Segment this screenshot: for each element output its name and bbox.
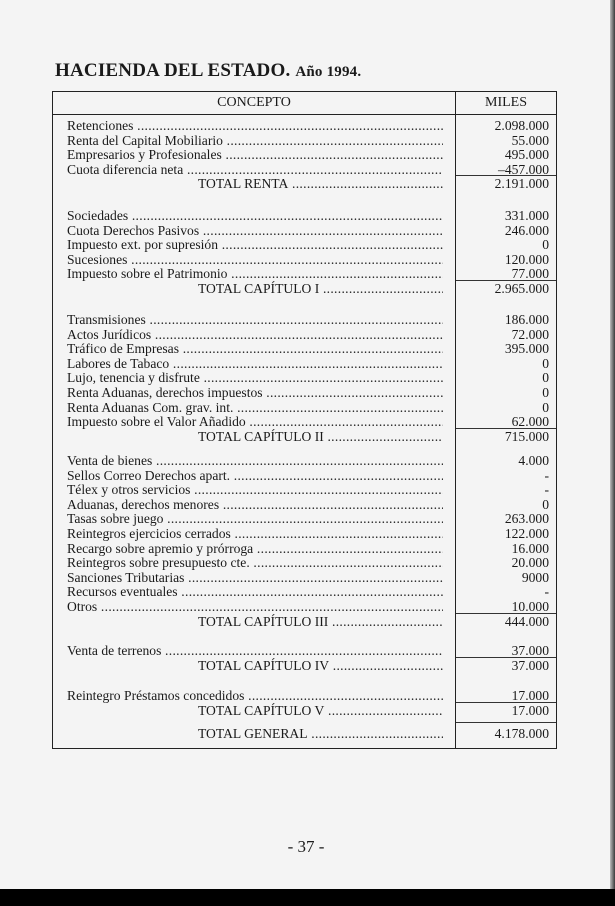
table-row xyxy=(53,147,558,162)
miles-cell: - xyxy=(544,584,549,600)
miles-cell: 0 xyxy=(542,237,549,253)
miles-cell: 17.000 xyxy=(511,702,549,718)
concepto-cell: Impuesto ext. por supresión ..... xyxy=(67,237,443,252)
grand-total-row xyxy=(53,726,558,741)
concepto-cell: TOTAL RENTA ..... xyxy=(198,176,443,191)
concepto-cell: Renta del Capital Mobiliario ..... xyxy=(67,133,443,148)
table-row xyxy=(53,208,558,223)
concepto-cell: Venta de bienes ..... xyxy=(67,453,443,468)
miles-cell: 263.000 xyxy=(504,511,549,527)
table-row xyxy=(53,385,558,400)
miles-cell: 186.000 xyxy=(504,312,549,327)
table-row xyxy=(53,370,558,385)
concepto-cell: Renta Aduanas, derechos impuestos ..... xyxy=(67,385,443,400)
concepto-cell: Renta Aduanas Com. grav. int. ..... xyxy=(67,400,443,415)
miles-cell: –457.000 xyxy=(498,161,549,177)
miles-cell: 10.000 xyxy=(511,599,549,614)
concepto-cell: Tasas sobre juego ..... xyxy=(67,511,443,526)
miles-cell: 120.000 xyxy=(504,251,549,267)
concepto-cell: TOTAL CAPÍTULO IV ..... xyxy=(198,658,443,673)
table-row xyxy=(53,341,558,356)
table-row xyxy=(53,400,558,415)
miles-cell: 2.965.000 xyxy=(494,281,549,296)
table-row xyxy=(53,327,558,342)
title-year: Año 1994. xyxy=(295,64,362,80)
concepto-cell: Cuota diferencia neta ..... xyxy=(67,162,443,177)
miles-cell: 715.000 xyxy=(504,428,549,444)
page-number: - 37 - xyxy=(287,837,325,856)
miles-cell: 0 xyxy=(542,399,549,415)
header-separator xyxy=(53,114,556,115)
table-row xyxy=(53,497,558,512)
title-text: HACIENDA DEL ESTADO. xyxy=(55,60,291,81)
table-row xyxy=(53,570,558,585)
table-row xyxy=(53,223,558,238)
concepto-cell: Transmisiones ..... xyxy=(67,312,443,327)
miles-cell: 246.000 xyxy=(504,222,549,238)
miles-cell: - xyxy=(544,467,549,483)
concepto-cell: Impuesto sobre el Valor Añadido ..... xyxy=(67,414,443,429)
concepto-cell: TOTAL GENERAL ..... xyxy=(198,726,443,741)
concepto-cell: TOTAL CAPÍTULO V ..... xyxy=(198,703,443,718)
concepto-cell: Recargo sobre apremio y prórroga ..... xyxy=(67,541,443,556)
miles-cell: 37.000 xyxy=(511,657,549,673)
header-concepto: CONCEPTO xyxy=(217,95,291,110)
page-edge-shadow xyxy=(610,0,615,889)
table-row xyxy=(53,356,558,371)
concepto-cell: Sellos Correo Derechos apart. ..... xyxy=(67,468,443,483)
miles-cell: 55.000 xyxy=(511,132,549,148)
concepto-cell: Aduanas, derechos menores ..... xyxy=(67,497,443,512)
miles-cell: 20.000 xyxy=(511,555,549,571)
table-row xyxy=(53,312,558,327)
table-row xyxy=(53,526,558,541)
miles-cell: 16.000 xyxy=(511,540,549,556)
concepto-cell: Labores de Tabaco ..... xyxy=(67,356,443,371)
concepto-cell: Sanciones Tributarias ..... xyxy=(67,570,443,585)
concepto-cell: Otros ..... xyxy=(67,599,443,614)
table-row xyxy=(53,555,558,570)
miles-cell: 72.000 xyxy=(511,326,549,342)
section-total-row xyxy=(53,176,558,191)
miles-cell: 395.000 xyxy=(504,341,549,357)
miles-cell: 0 xyxy=(542,496,549,512)
concepto-cell: Télex y otros servicios ..... xyxy=(67,482,443,497)
concepto-cell: Cuota Derechos Pasivos ..... xyxy=(67,223,443,238)
table-row xyxy=(53,541,558,556)
section-total-row xyxy=(53,658,558,673)
concepto-cell: Retenciones ..... xyxy=(67,118,443,133)
miles-cell: 4.178.000 xyxy=(494,726,549,741)
miles-cell: 2.098.000 xyxy=(494,118,549,133)
table-row xyxy=(53,511,558,526)
table-row xyxy=(53,133,558,148)
concepto-cell: TOTAL CAPÍTULO II ..... xyxy=(198,429,443,444)
concepto-cell: Recursos eventuales ..... xyxy=(67,584,443,599)
miles-cell: 62.000 xyxy=(511,414,549,430)
miles-cell: - xyxy=(544,482,549,498)
concepto-cell: Reintegros sobre presupuesto cte. ..... xyxy=(67,555,443,570)
page-title xyxy=(55,60,361,82)
table-row xyxy=(53,118,558,133)
miles-cell: 0 xyxy=(542,355,549,371)
table-row xyxy=(53,252,558,267)
section-total-row xyxy=(53,429,558,444)
section-total-row xyxy=(53,614,558,629)
miles-cell: 122.000 xyxy=(504,526,549,541)
concepto-cell: Reintegros ejercicios cerrados ..... xyxy=(67,526,443,541)
concepto-cell: Tráfico de Empresas ..... xyxy=(67,341,443,356)
miles-cell: 2.191.000 xyxy=(494,176,549,192)
concepto-cell: TOTAL CAPÍTULO I ..... xyxy=(198,281,443,296)
miles-cell: 77.000 xyxy=(511,266,549,282)
miles-cell: 444.000 xyxy=(504,613,549,629)
miles-cell: 0 xyxy=(542,370,549,386)
concepto-cell: Venta de terrenos ..... xyxy=(67,643,443,658)
miles-cell: 495.000 xyxy=(504,147,549,163)
header-miles: MILES xyxy=(485,95,527,110)
miles-cell: 0 xyxy=(542,385,549,400)
subtotal-rule xyxy=(456,722,556,723)
section-total-row xyxy=(53,703,558,718)
miles-cell: 331.000 xyxy=(504,208,549,223)
table-row xyxy=(53,237,558,252)
table-row xyxy=(53,584,558,599)
miles-cell: 9000 xyxy=(521,569,549,585)
miles-cell: 4.000 xyxy=(518,453,549,468)
concepto-cell: Empresarios y Profesionales ..... xyxy=(67,147,443,162)
table-row xyxy=(53,482,558,497)
concepto-cell: TOTAL CAPÍTULO III ..... xyxy=(198,614,443,629)
revenue-table xyxy=(52,91,557,749)
miles-cell: 37.000 xyxy=(511,643,549,658)
concepto-cell: Impuesto sobre el Patrimonio ..... xyxy=(67,266,443,281)
concepto-cell: Reintegro Préstamos concedidos ..... xyxy=(67,688,443,703)
concepto-cell: Actos Jurídicos ..... xyxy=(67,327,443,342)
concepto-cell: Sucesiones ..... xyxy=(67,252,443,267)
table-row xyxy=(53,453,558,468)
table-row xyxy=(53,468,558,483)
miles-cell: 17.000 xyxy=(511,688,549,703)
section-total-row xyxy=(53,281,558,296)
concepto-cell: Lujo, tenencia y disfrute ..... xyxy=(67,370,443,385)
concepto-cell: Sociedades ..... xyxy=(67,208,443,223)
